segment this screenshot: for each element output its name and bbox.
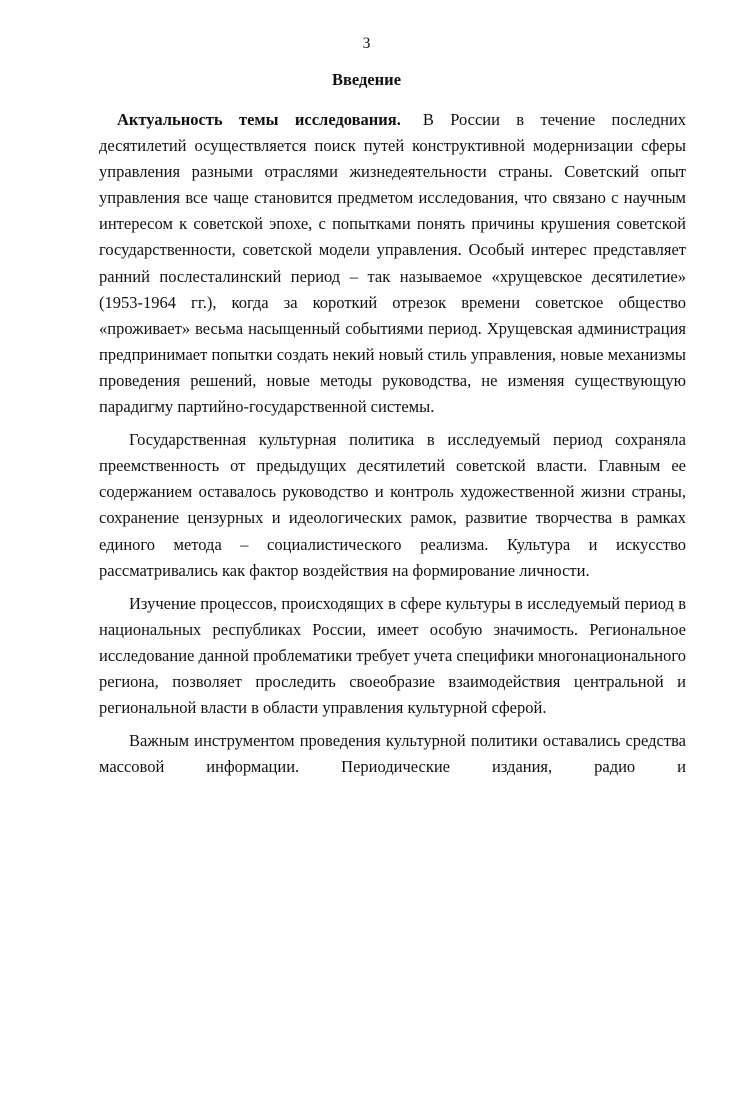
paragraph-relevance — [99, 107, 686, 420]
section-heading: Введение — [331, 70, 402, 89]
body-text — [99, 107, 686, 787]
paragraph-regional-study: Изучение процессов, происходящих в сфере культуры в исследуемый период в национальных республиках России, имеет особую значимость. Региональное исследование данной проблематики требует учета специфики многонационального региона, позволяет проследить своеобразие взаимодействия центральной и региональной власти в области управления культурной сферой. — [99, 593, 686, 718]
paragraph-text: В России в течение последних десятилетий осуществляется поиск путей конструктивной модернизации сферы управления разными отраслями жизнедеятельности страны. Советский опыт управления все чаще становится предметом исследования, что связано с научным интересом к советской эпохе, с попытками понять причины крушения советской государственности, советской модели управления. Особый интерес представляет ранний послесталинский период – так называемое «хрущевское десятилетие» (1953-1964 гг.), когда за короткий отрезок времени советское общество «проживает» весьма насыщенный событиями период. Хрущевская администрация предпринимает попытки создать некий новый стиль управления, новые механизмы проведения решений, новые методы руководства, не изменяя существующую парадигму партийно-государственной системы. — [99, 110, 687, 417]
paragraph-mass-media: Важным инструментом проведения культурной политики оставались средства массовой информации. Периодические издания, радио и — [99, 731, 686, 777]
page-number: 3 — [362, 35, 371, 52]
paragraph-cultural-policy: Государственная культурная политика в исследуемый период сохраняла преемственность от предыдущих десятилетий советской власти. Главным ее содержанием оставалось руководство и контроль художественной жизни страны, сохранение цензурных и идеологических рамок, развитие творчества в рамках единого метода – социалистического реализма. Культура и искусство рассматривались как фактор воздействия на формирование личности. — [99, 430, 686, 580]
paragraph-lead: Актуальность темы исследования. — [117, 110, 401, 129]
